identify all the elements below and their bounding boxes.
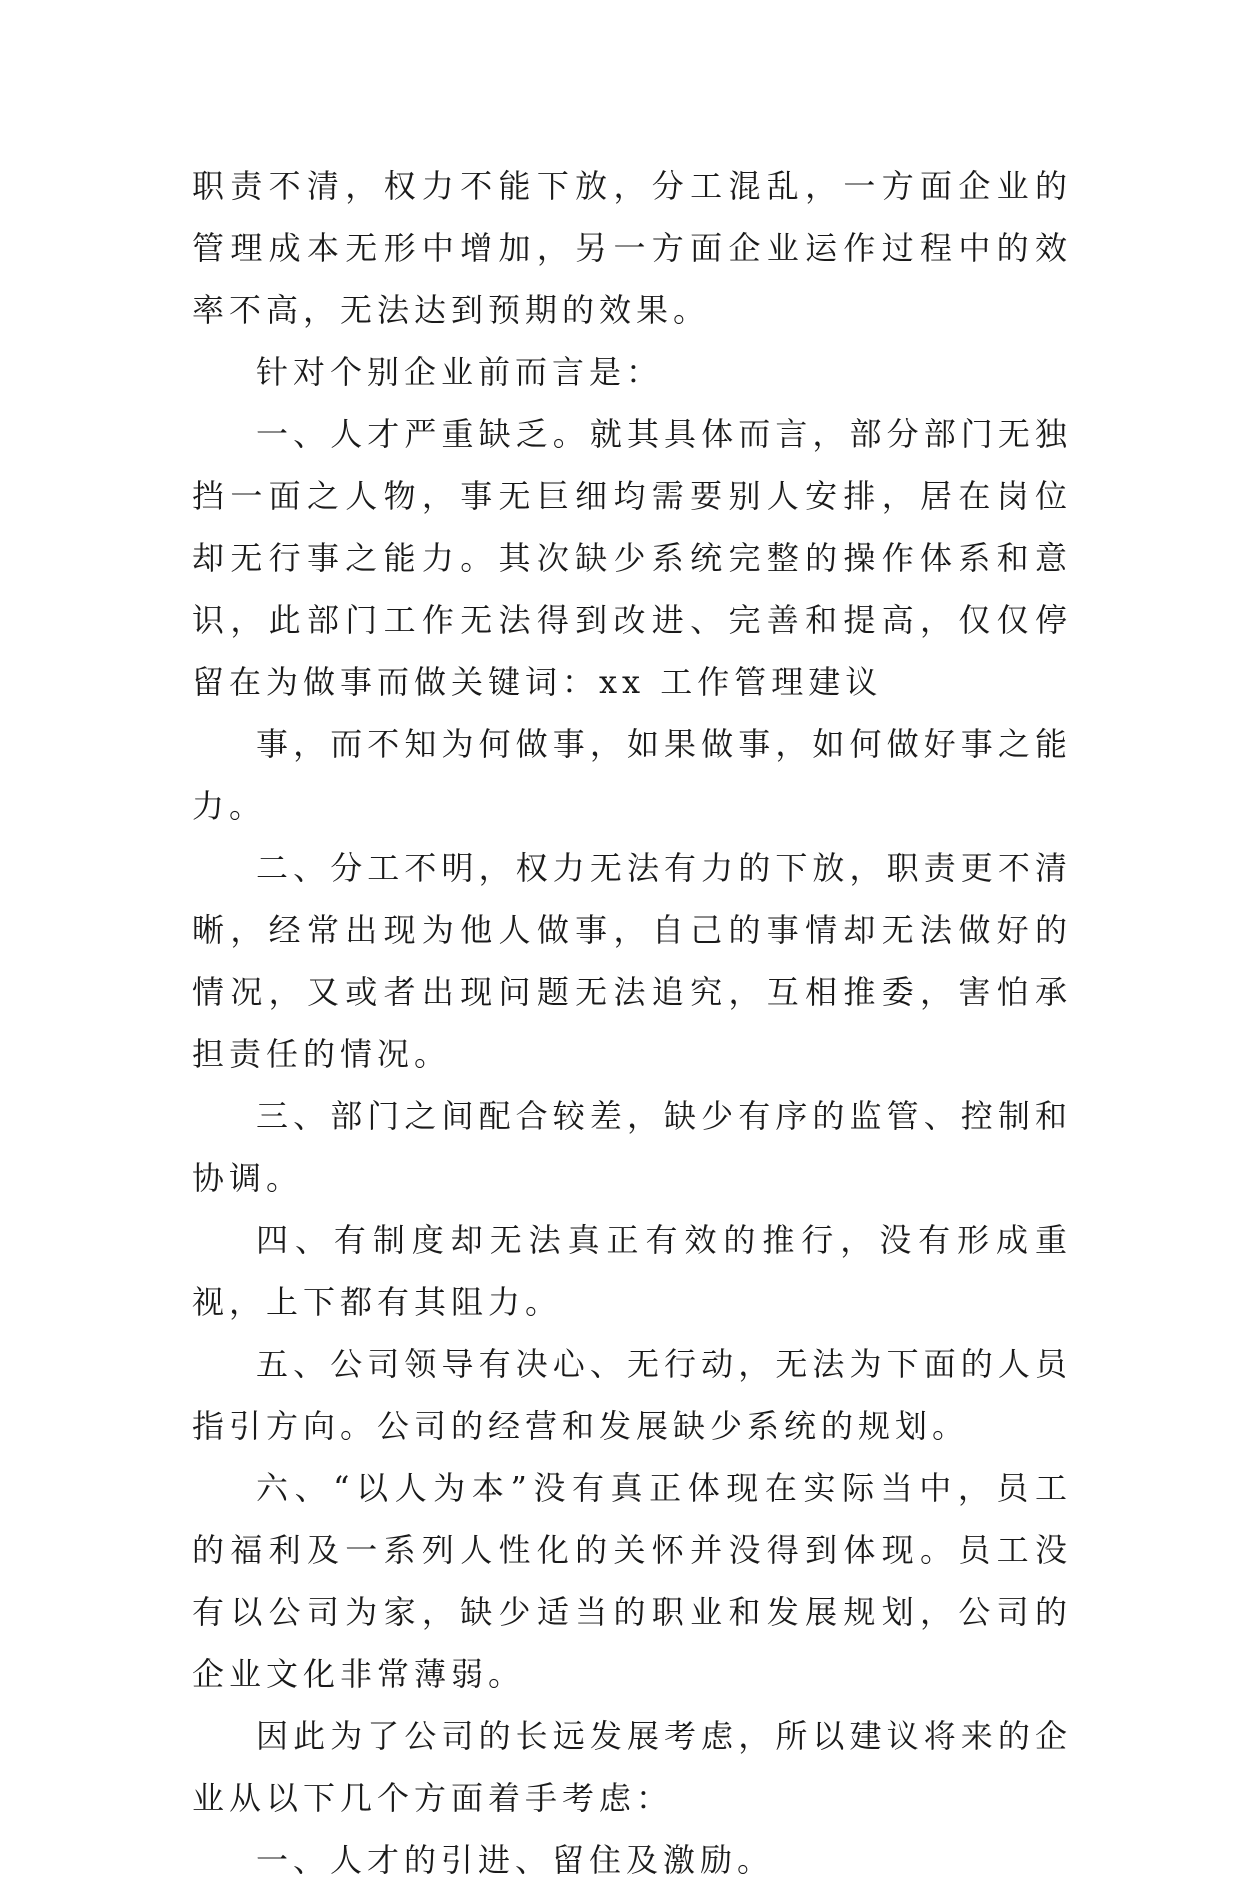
paragraph: 针对个别企业前而言是： xyxy=(256,353,664,391)
paragraph: 三、部门之间配合较差，缺少有序的监管、控制和协调。 xyxy=(192,1097,1072,1197)
paragraph: 四、有制度却无法真正有效的推行，没有形成重视，上下都有其阻力。 xyxy=(192,1221,1072,1321)
paragraph: 因此为了公司的长远发展考虑，所以建议将来的企业从以下几个方面着手考虑： xyxy=(192,1717,1072,1817)
paragraph: 六、“以人为本”没有真正体现在实际当中，员工的福利及一系列人性化的关怀并没得到体现。员工没有以公司为家，缺少适当的职业和发展规划，公司的企业文化非常薄弱。 xyxy=(192,1469,1072,1693)
document-body xyxy=(192,155,1072,1891)
paragraph: 二、分工不明，权力无法有力的下放，职责更不清晰，经常出现为他人做事，自己的事情却无法做好的情况，又或者出现问题无法追究，互相推委，害怕承担责任的情况。 xyxy=(192,849,1072,1073)
paragraph: 职责不清，权力不能下放，分工混乱，一方面企业的管理成本无形中增加，另一方面企业运作过程中的效率不高，无法达到预期的效果。 xyxy=(192,167,1072,329)
paragraph: 五、公司领导有决心、无行动，无法为下面的人员指引方向。公司的经营和发展缺少系统的规划。 xyxy=(192,1345,1072,1445)
paragraph: 事，而不知为何做事，如果做事，如何做好事之能力。 xyxy=(192,725,1072,825)
paragraph: 一、人才严重缺乏。就其具体而言，部分部门无独挡一面之人物，事无巨细均需要别人安排，居在岗位却无行事之能力。其次缺少系统完整的操作体系和意识，此部门工作无法得到改进、完善和提高，仅仅停留在为做事而做关键词：xx 工作管理建议 xyxy=(192,415,1072,701)
paragraph: 一、人才的引进、留住及激励。 xyxy=(256,1841,775,1879)
